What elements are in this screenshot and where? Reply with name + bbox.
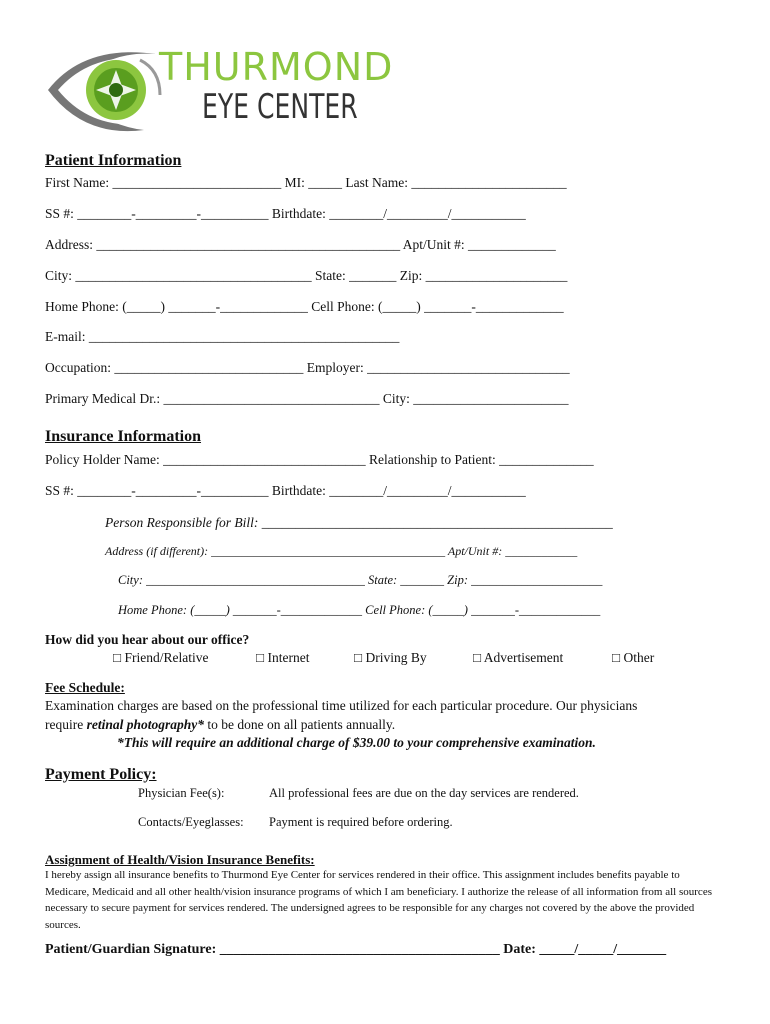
patient-info-heading: Patient Information	[45, 152, 182, 169]
checkbox-icon[interactable]: □	[473, 650, 484, 665]
fee-schedule-line1: Examination charges are based on the professional time utilized for each particular procedure. Our physicians	[45, 698, 638, 713]
insurance-info-heading: Insurance Information	[45, 428, 202, 445]
patient-doctor-row[interactable]: Primary Medical Dr.: ________________________________ City: _______________________	[45, 391, 569, 406]
retinal-photography-text: retinal photography*	[86, 717, 205, 732]
referral-option-other[interactable]	[612, 650, 654, 666]
logo	[44, 40, 394, 140]
patient-phone-row[interactable]: Home Phone: (_____) _______-_____________ Cell Phone: (_____) _______-_____________	[45, 299, 564, 314]
fee-line2-end: to be done on all patients annually.	[204, 717, 396, 732]
patient-address-row[interactable]: Address: _____________________________________________ Apt/Unit #: _____________	[45, 237, 556, 252]
bill-city-row[interactable]: City: ___________________________________ State: _______ Zip: _____________________	[118, 573, 603, 587]
referral-option-advertisement[interactable]	[473, 650, 563, 666]
assignment-body: I hereby assign all insurance benefits to Thurmond Eye Center for services rendered in their office. This assignment includes benefits payable to Medicare, Medicaid and all other health/vision insurance programs of which I am beneficiary. I authorize the release of all information from all sources necessary to secure payment for services rendered. The undersigned agrees to be responsible for any charges not covered by the above the provided sources.	[45, 869, 712, 931]
payment-policy-heading: Payment Policy:	[45, 766, 157, 783]
checkbox-icon[interactable]: □	[256, 650, 268, 665]
fee-schedule-line2	[45, 717, 395, 733]
bill-responsible-row[interactable]: Person Responsible for Bill: ____________________________________________________	[105, 515, 613, 530]
fee-charge-note: *This will require an additional charge of $39.00 to your comprehensive examination.	[117, 735, 596, 750]
logo-sub-text: EYE CENTER	[202, 87, 358, 127]
fee-line2-start: require	[45, 717, 87, 732]
referral-question: How did you hear about our office?	[45, 632, 250, 647]
payment-text-contacts: Payment is required before ordering.	[269, 815, 453, 829]
signature-date-row[interactable]: Patient/Guardian Signature: ________________________________________ Date: _____/_____/_______	[45, 942, 667, 957]
referral-option-label: Friend/Relative	[124, 650, 209, 665]
fee-schedule-heading: Fee Schedule:	[45, 680, 125, 695]
patient-name-row[interactable]: First Name: _________________________ MI: _____ Last Name: _______________________	[45, 175, 567, 190]
checkbox-icon[interactable]: □	[113, 650, 125, 665]
bill-phone-row[interactable]: Home Phone: (_____) _______-_____________ Cell Phone: (_____) _______-_____________	[118, 603, 601, 617]
referral-option-label: Other	[623, 650, 655, 665]
referral-option-driving[interactable]	[354, 650, 427, 666]
checkbox-icon[interactable]: □	[354, 650, 366, 665]
payment-label-contacts: Contacts/Eyeglasses:	[138, 815, 244, 829]
bill-address-row[interactable]: Address (if different): _______________________________________ Apt/Unit #: ____________	[105, 544, 578, 558]
referral-option-friend[interactable]	[113, 650, 209, 666]
referral-option-internet[interactable]	[256, 650, 310, 666]
assignment-heading: Assignment of Health/Vision Insurance Benefits:	[45, 852, 315, 867]
insurance-ssn-row[interactable]: SS #: ________-_________-__________ Birthdate: ________/_________/___________	[45, 483, 526, 498]
patient-occupation-row[interactable]: Occupation: ____________________________ Employer: ______________________________	[45, 360, 570, 375]
patient-email-row[interactable]: E-mail: ______________________________________________	[45, 329, 400, 344]
patient-city-row[interactable]: City: ___________________________________ State: _______ Zip: _____________________	[45, 268, 568, 283]
payment-label-physician: Physician Fee(s):	[138, 786, 225, 800]
checkbox-icon[interactable]: □	[612, 650, 624, 665]
patient-ssn-row[interactable]: SS #: ________-_________-__________ Birthdate: ________/_________/___________	[45, 206, 526, 221]
referral-option-label: Driving By	[365, 650, 427, 665]
eye-logo-icon	[44, 40, 164, 140]
policy-holder-row[interactable]: Policy Holder Name: ______________________________ Relationship to Patient: ______________	[45, 452, 594, 467]
referral-option-label: Advertisement	[483, 650, 564, 665]
referral-option-label: Internet	[267, 650, 310, 665]
logo-brand-text: THURMOND	[159, 45, 394, 89]
payment-text-physician: All professional fees are due on the day services are rendered.	[269, 786, 579, 800]
